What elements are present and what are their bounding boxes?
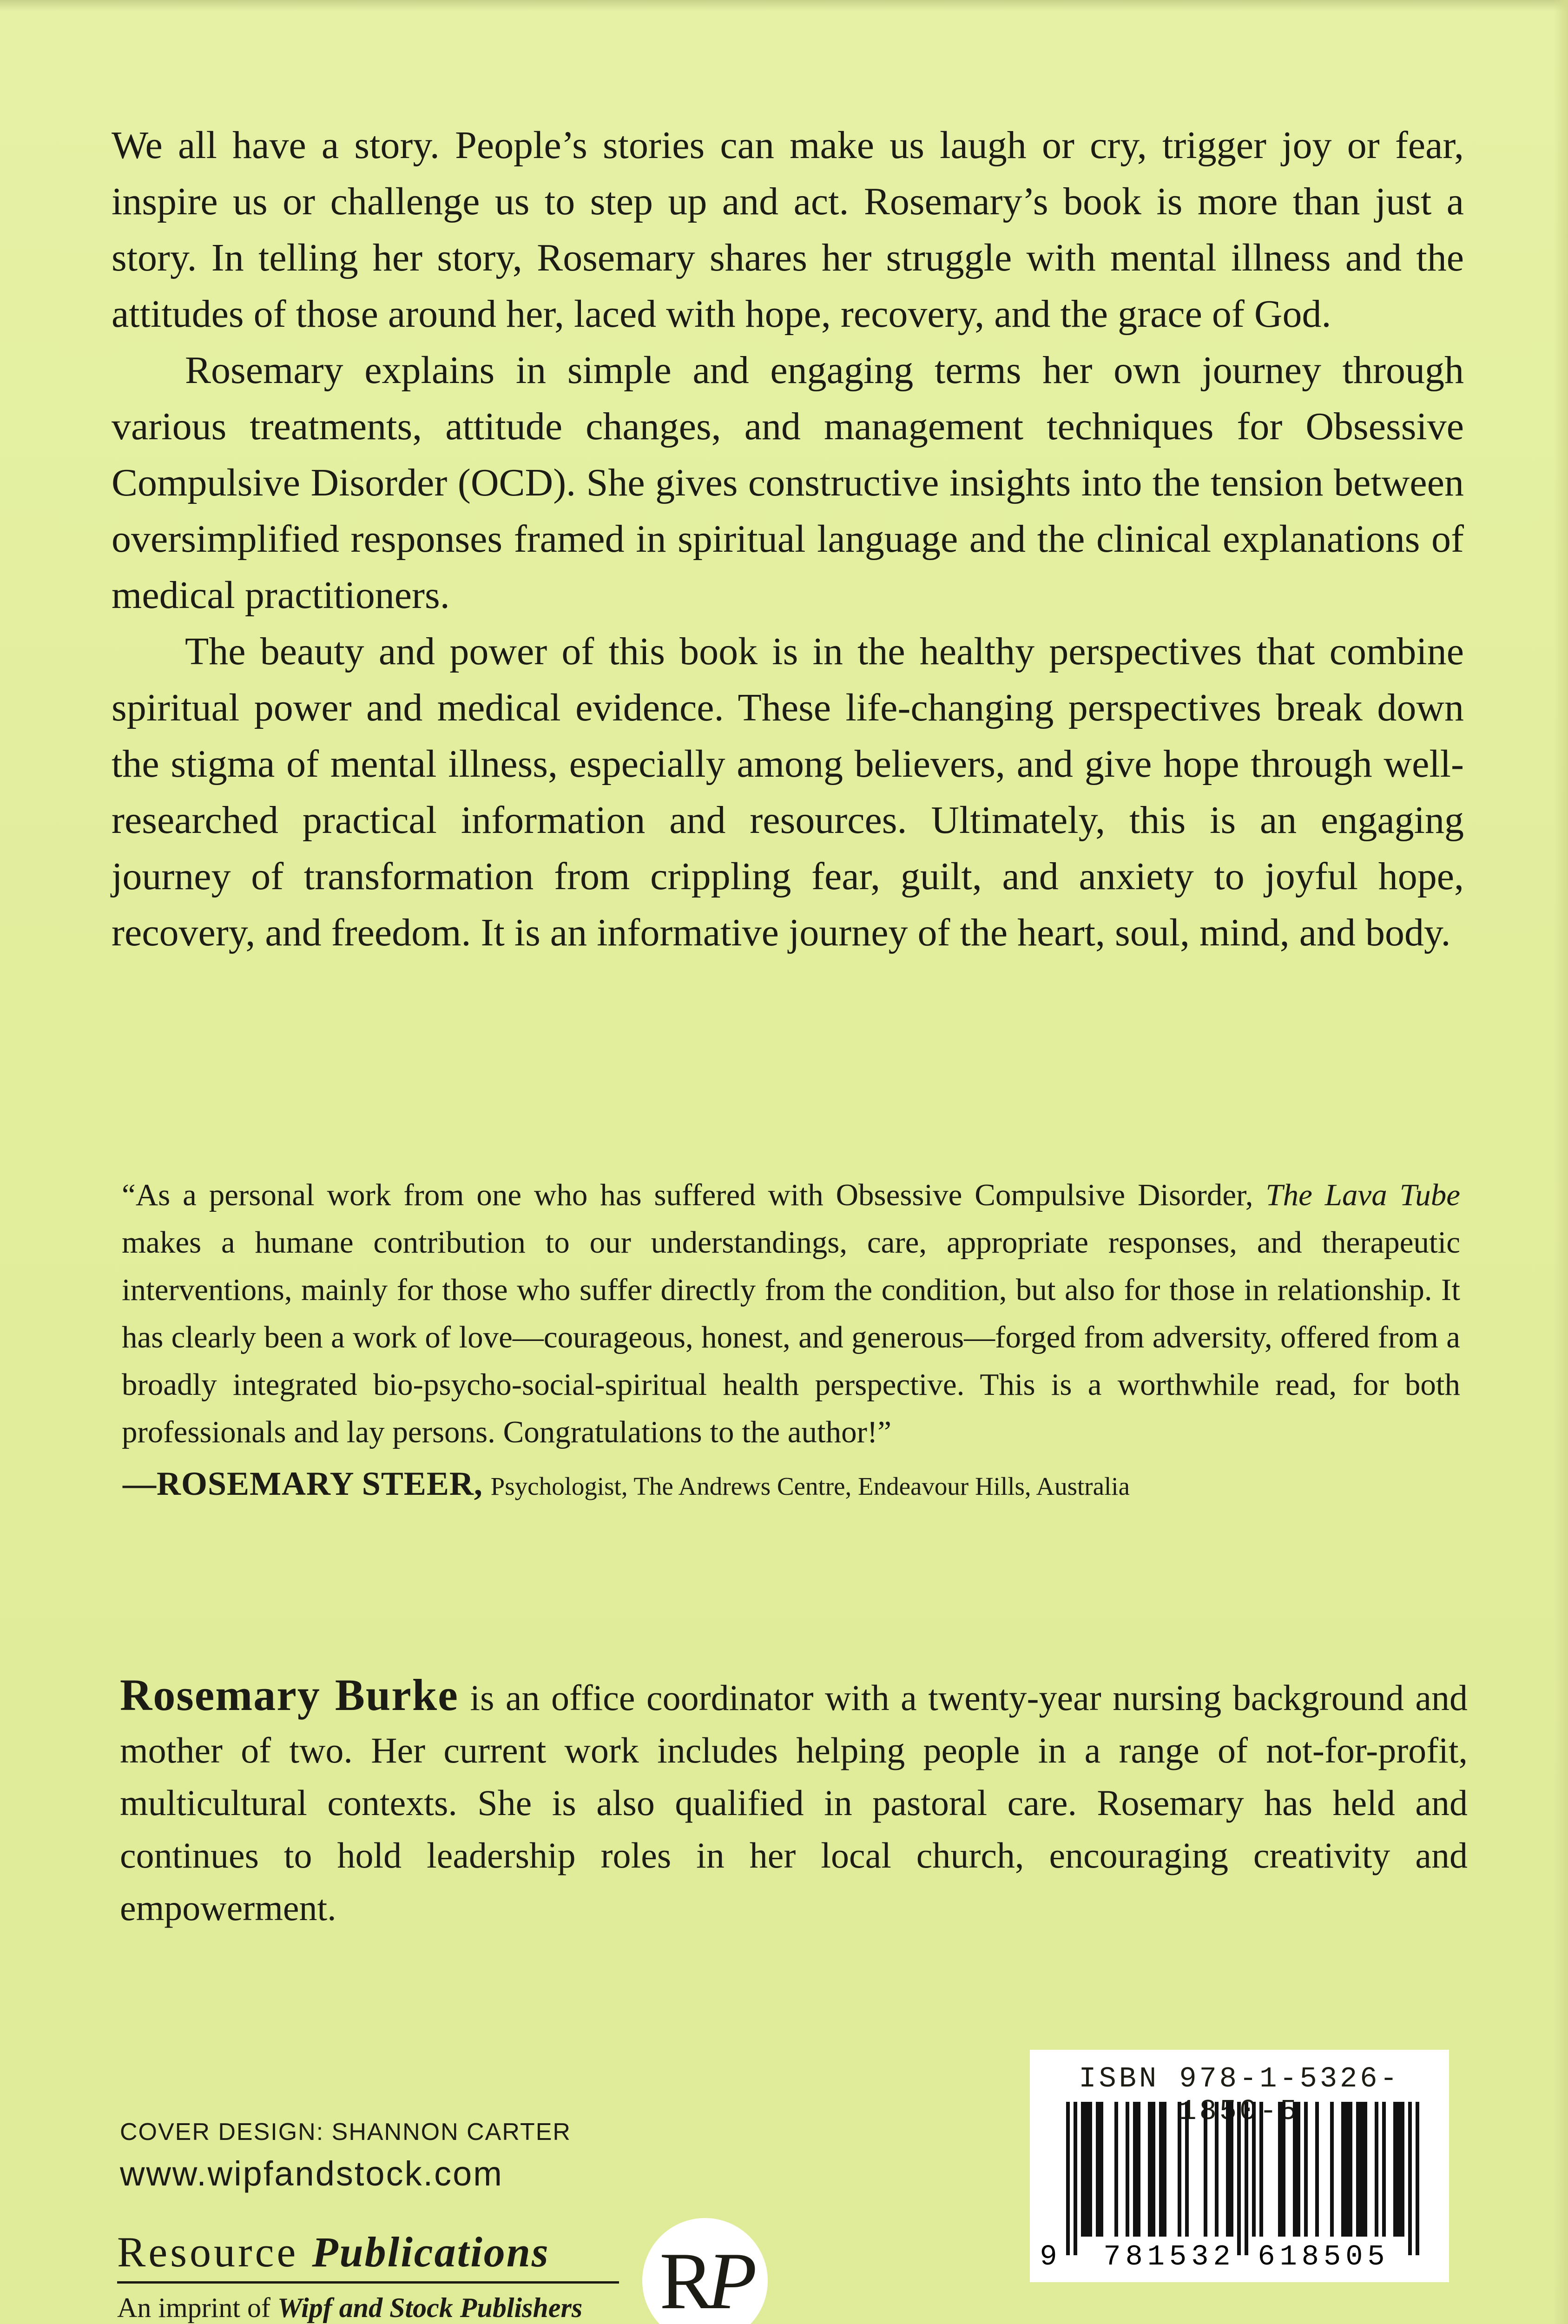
endorsement-quote [122, 1171, 1460, 1456]
barcode-bar [1230, 2102, 1233, 2237]
barcode-bar [1356, 2102, 1360, 2237]
blurb-paragraph-2: Rosemary explains in simple and engaging terms her own journey through various treatments, attitude changes, and management techniques for Obsessive Compulsive Disorder (OCD). She gives constructive insights into the tension between oversimplified responses framed in spiritual language and the clinical explanations of medical practitioners. [112, 349, 1464, 617]
author-bio-text: is an office coordinator with a twenty-year nursing background and mother of two. Her current work includes helping people in a range of not-for-profit, multicultural contexts. She is also qualified in pastoral care. Rosemary has held and continues to hold leadership roles in her local church, encouraging creativity and empowerment. [120, 1677, 1468, 1928]
endorsement [122, 1171, 1460, 1510]
barcode-bar [1397, 2102, 1401, 2237]
barcode-bar [1163, 2102, 1166, 2237]
barcode-right-digits: 618505 [1258, 2240, 1390, 2273]
barcode-guard-bar [1408, 2102, 1412, 2255]
barcode-bar [1330, 2102, 1334, 2237]
barcode-bar [1126, 2102, 1129, 2237]
quote-start: “As a personal work from one who has suffered with Obsessive Compulsive Disorder, [122, 1178, 1266, 1212]
barcode-guard-bar [1066, 2102, 1070, 2255]
barcode-bar [1360, 2102, 1364, 2237]
barcode-bar [1393, 2102, 1397, 2237]
publisher-block [117, 2226, 768, 2324]
barcode-bar [1215, 2102, 1219, 2237]
rp-logo-r: R [659, 2235, 707, 2324]
barcode-bar [1315, 2102, 1319, 2237]
barcode-bar [1226, 2102, 1230, 2237]
barcode-bar [1345, 2102, 1349, 2237]
barcode-bar [1204, 2102, 1207, 2237]
imprint-name: Wipf and Stock Publishers [277, 2292, 583, 2323]
cover-design-credit: COVER DESIGN: SHANNON CARTER [120, 2119, 571, 2146]
barcode-guard-bar [1237, 2102, 1241, 2255]
endorser-role: Psychologist, The Andrews Centre, Endeavour Hills, Australia [490, 1472, 1130, 1500]
barcode-bar [1100, 2102, 1103, 2237]
author-bio [120, 1669, 1468, 1934]
barcode-guard-bar [1245, 2102, 1248, 2255]
quoted-book-title: The Lava Tube [1265, 1178, 1460, 1212]
barcode-bar [1081, 2102, 1085, 2237]
cover-right-edge [1554, 0, 1568, 2324]
credits [120, 2116, 678, 2199]
publisher-name-resource: Resource [117, 2228, 312, 2276]
blurb-paragraph-1: We all have a story. People’s stories can make us laugh or cry, trigger joy or fear, inspire us or challenge us to step up and act. Rosemary’s book is more than just a story. In telling her story, Rosemary shares her struggle with mental illness and the attitudes of those around her, laced with hope, recovery, and the grace of God. [112, 124, 1464, 336]
barcode-bar [1085, 2102, 1088, 2237]
publisher-rule [117, 2281, 619, 2284]
barcode-bar [1114, 2102, 1118, 2237]
quote-end: makes a humane contribution to our understandings, care, appropriate responses, and therapeutic interventions, mainly for those who suffer directly from the condition, but also for those in relationship. It has clearly been a work of love—courageous, honest, and generous—forged from adversity, offered from a broadly integrated bio-psycho-social-spiritual health perspective. This is a worthwhile read, for both professionals and lay persons. Congratulations to the author!” [122, 1225, 1460, 1449]
barcode-bar [1341, 2102, 1345, 2237]
barcode-bar [1282, 2102, 1285, 2237]
barcode-guard-bar [1416, 2102, 1419, 2255]
cover-top-edge [0, 0, 1568, 11]
barcode-bar [1159, 2102, 1163, 2237]
barcode-bar [1259, 2102, 1263, 2237]
barcode-bar [1148, 2102, 1152, 2237]
book-blurb [112, 117, 1464, 961]
barcode-bar [1278, 2102, 1282, 2237]
barcode-left-digits: 781532 [1103, 2240, 1235, 2273]
barcode-bar [1364, 2102, 1367, 2237]
rp-logo-p: P [707, 2235, 751, 2324]
barcode-bar [1133, 2102, 1137, 2237]
barcode-bar [1252, 2102, 1256, 2237]
isbn-label: ISBN 978-1-5326-1850-5 [1079, 2062, 1400, 2128]
barcode-bar [1088, 2102, 1092, 2237]
blurb-paragraph-3: The beauty and power of this book is in the healthy perspectives that combine spiritual power and medical evidence. These life-changing perspectives break down the stigma of mental illness, especially among believers, and give hope through well-researched practical information and resources. Ultimately, this is an engaging journey of transformation from crippling fear, guilt, and anxiety to joyful hope, recovery, and freedom. It is an informative journey of the heart, soul, mind, and body. [112, 630, 1464, 954]
barcode-bar [1349, 2102, 1352, 2237]
publisher-name [117, 2226, 550, 2278]
barcode-guard-bar [1074, 2102, 1077, 2255]
endorsement-attribution [122, 1460, 1460, 1510]
barcode-bars [1030, 2050, 1449, 2282]
barcode-bar [1304, 2102, 1308, 2237]
barcode-bar [1137, 2102, 1140, 2237]
rp-logo-icon [642, 2218, 768, 2324]
barcode-bar [1401, 2102, 1404, 2237]
barcode-bar [1293, 2102, 1297, 2237]
barcode-bar [1152, 2102, 1155, 2237]
barcode-bar [1297, 2102, 1300, 2237]
barcode-bar [1375, 2102, 1378, 2237]
publisher-name-publications: Publications [312, 2228, 550, 2276]
publisher-imprint [117, 2287, 582, 2324]
endorser-name: —ROSEMARY STEER, [123, 1465, 483, 1502]
barcode-bar [1096, 2102, 1100, 2237]
barcode-bar [1185, 2102, 1189, 2237]
barcode-lead-digit: 9 [1040, 2240, 1057, 2273]
imprint-prefix: An imprint of [117, 2292, 277, 2323]
publisher-website: www.wipfandstock.com [120, 2154, 503, 2193]
isbn-barcode [1030, 2050, 1449, 2282]
barcode-bar [1382, 2102, 1386, 2237]
barcode-bar [1178, 2102, 1181, 2237]
author-name: Rosemary Burke [120, 1670, 459, 1720]
